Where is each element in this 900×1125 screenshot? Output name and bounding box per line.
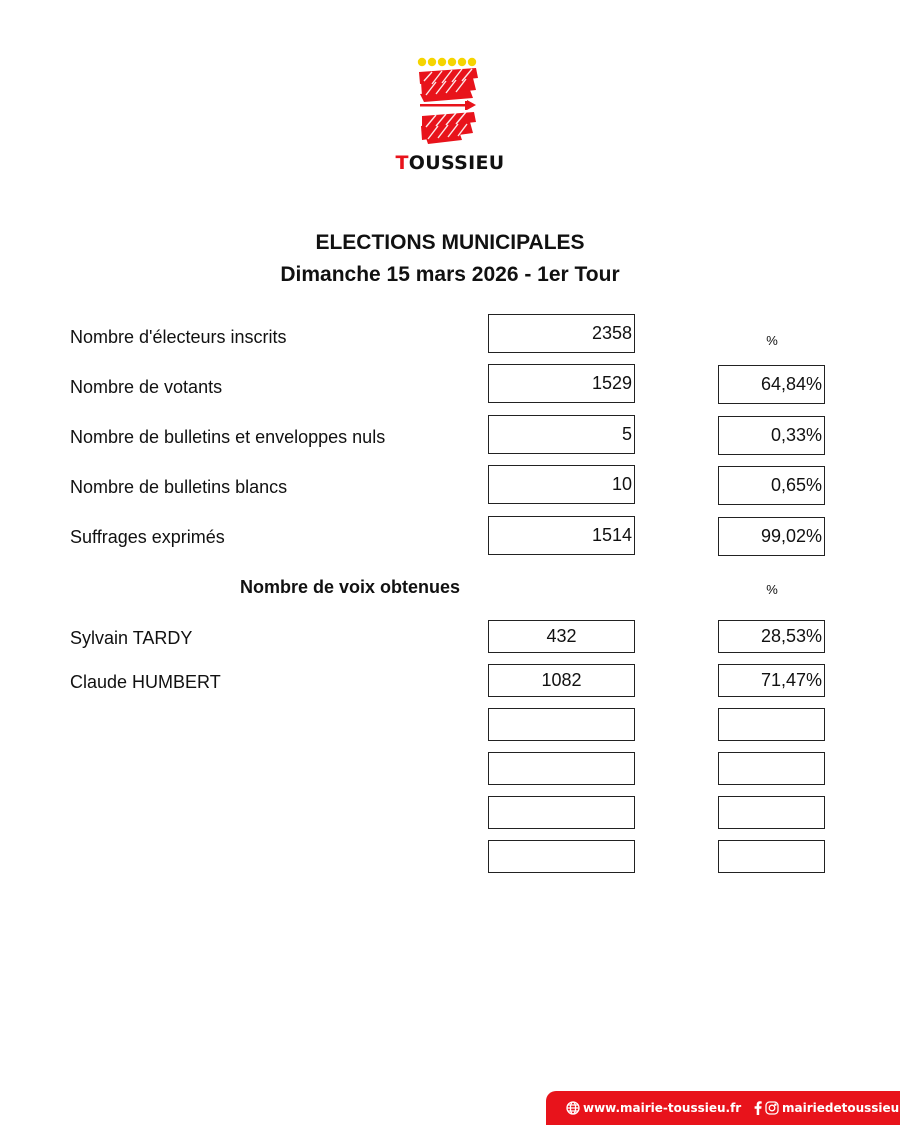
candidate-votes bbox=[488, 708, 635, 741]
stat-percent-exprimes: 99,02% bbox=[718, 517, 825, 556]
candidate-name: Claude HUMBERT bbox=[70, 672, 221, 692]
social-link[interactable] bbox=[754, 1101, 899, 1115]
candidate-percent bbox=[718, 796, 825, 829]
candidate-name: Sylvain TARDY bbox=[70, 628, 193, 648]
stat-value-inscrits: 2358 bbox=[488, 314, 635, 353]
stat-value-votants: 1529 bbox=[488, 364, 635, 403]
candidate-percent bbox=[718, 708, 825, 741]
stat-label-blancs: Nombre de bulletins blancs bbox=[70, 477, 288, 497]
page-title: ELECTIONS MUNICIPALES bbox=[315, 231, 585, 254]
social-handle: mairiedetoussieu bbox=[782, 1101, 900, 1115]
stat-label-votants: Nombre de votants bbox=[70, 377, 223, 397]
brand-name-rest: OUSSIEU bbox=[408, 152, 505, 174]
candidates-percent-header: % bbox=[766, 582, 778, 597]
candidates-header: Nombre de voix obtenues bbox=[239, 577, 461, 597]
candidate-percent: 71,47% bbox=[718, 664, 825, 697]
percent-column-header: % bbox=[766, 333, 778, 348]
page-subtitle: Dimanche 15 mars 2026 - 1er Tour bbox=[280, 263, 620, 286]
candidate-votes: 432 bbox=[488, 620, 635, 653]
candidate-percent bbox=[718, 840, 825, 873]
instagram-icon bbox=[765, 1101, 779, 1115]
footer-banner bbox=[546, 1091, 900, 1125]
website-url: www.mairie-toussieu.fr bbox=[583, 1101, 742, 1115]
stat-label-exprimes: Suffrages exprimés bbox=[70, 527, 225, 547]
toussieu-coat-of-arms-icon bbox=[410, 54, 490, 146]
candidate-votes: 1082 bbox=[488, 664, 635, 697]
stat-value-exprimes: 1514 bbox=[488, 516, 635, 555]
brand-name bbox=[350, 152, 550, 174]
globe-icon bbox=[566, 1101, 580, 1115]
candidate-votes bbox=[488, 796, 635, 829]
candidate-percent bbox=[718, 752, 825, 785]
stat-label-nuls: Nombre de bulletins et enveloppes nuls bbox=[70, 427, 386, 447]
stat-percent-nuls: 0,33% bbox=[718, 416, 825, 455]
candidate-percent: 28,53% bbox=[718, 620, 825, 653]
stat-percent-blancs: 0,65% bbox=[718, 466, 825, 505]
website-link[interactable] bbox=[566, 1101, 741, 1115]
candidate-votes bbox=[488, 840, 635, 873]
stat-value-nuls: 5 bbox=[488, 415, 635, 454]
stat-percent-votants: 64,84% bbox=[718, 365, 825, 404]
facebook-icon bbox=[754, 1101, 762, 1115]
brand-name-first-letter: T bbox=[395, 152, 409, 174]
stat-label-inscrits: Nombre d'électeurs inscrits bbox=[70, 327, 287, 347]
candidate-votes bbox=[488, 752, 635, 785]
stat-value-blancs: 10 bbox=[488, 465, 635, 504]
